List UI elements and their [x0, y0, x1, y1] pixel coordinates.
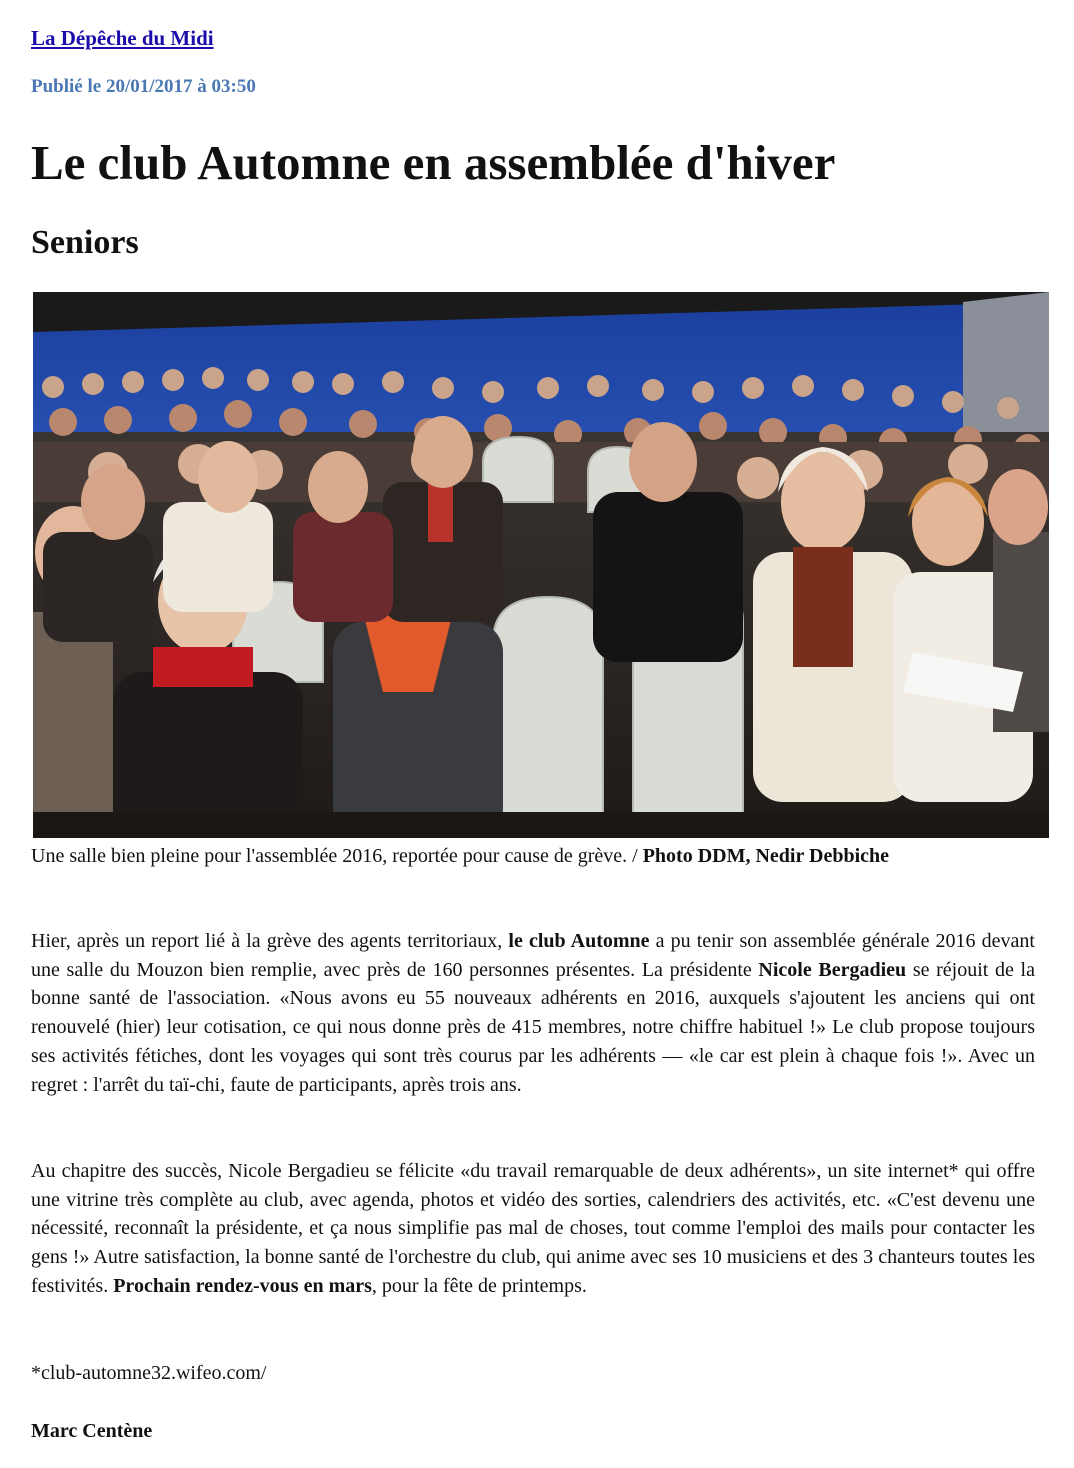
paragraph-2: [31, 1157, 1035, 1301]
p1-text-e: se réjouit de la bonne santé de l'association. «Nous avons eu 55 nouveaux adhérents en 2016, auxquels s'ajoutent les anciens qui ont renouvelé (hier) leur cotisation, ce qui nous donne près de 415 membres, notre chiffre habituel !» Le club propose toujours ses activités fétiches, dont les voyages qui sont très courus par les adhérents — «le car est plein à chaque fois !». Avec un regret : l'arrêt du taï-chi, faute de participants, après trois ans.: [31, 958, 1035, 1096]
caption-credit: Photo DDM, Nedir Debbiche: [642, 845, 889, 867]
p2-text-c: , pour la fête de printemps.: [371, 1274, 587, 1297]
p1-president-name: Nicole Bergadieu: [758, 958, 907, 981]
paragraph-1: [31, 927, 1035, 1099]
section-title: Seniors: [31, 224, 139, 261]
p2-next-meeting: Prochain rendez-vous en mars: [113, 1274, 372, 1297]
headline: Le club Automne en assemblée d'hiver: [31, 135, 836, 190]
p1-text-a: Hier, après un report lié à la grève des agents territoriaux,: [31, 930, 509, 952]
article-photo: [33, 292, 1049, 838]
source-link[interactable]: La Dépêche du Midi: [31, 26, 214, 50]
caption-text: Une salle bien pleine pour l'assemblée 2016, reportée pour cause de grève. /: [31, 845, 643, 867]
p1-club-name: le club Automne: [508, 930, 650, 952]
p2-text-a: Au chapitre des succès, Nicole Bergadieu se félicite «du travail remarquable de deux adhérents», un site internet* qui offre une vitrine très complète au club, avec agenda, photos et vidéo des sorties, calendriers des activités, etc. «C'est devenu une nécessité, reconnaît la présidente, et ça nous simplifie pas mal de choses, tout comme l'emploi des mails pour contacter les gens !» Autre satisfaction, la bonne santé de l'orchestre du club, qui anime avec ses 10 musiciens et des 3 chanteurs toutes les festivités.: [31, 1160, 1035, 1297]
publication-date: Publié le 20/01/2017 à 03:50: [31, 76, 256, 97]
photo-caption: [31, 842, 1035, 870]
website-footnote: *club-automne32.wifeo.com/: [31, 1362, 267, 1384]
author-name: Marc Centène: [31, 1420, 153, 1442]
p1-text-c: a pu tenir son assemblée générale 2016 devant une salle du Mouzon bien remplie, avec près de 160 personnes présentes. La présidente: [31, 930, 1035, 981]
